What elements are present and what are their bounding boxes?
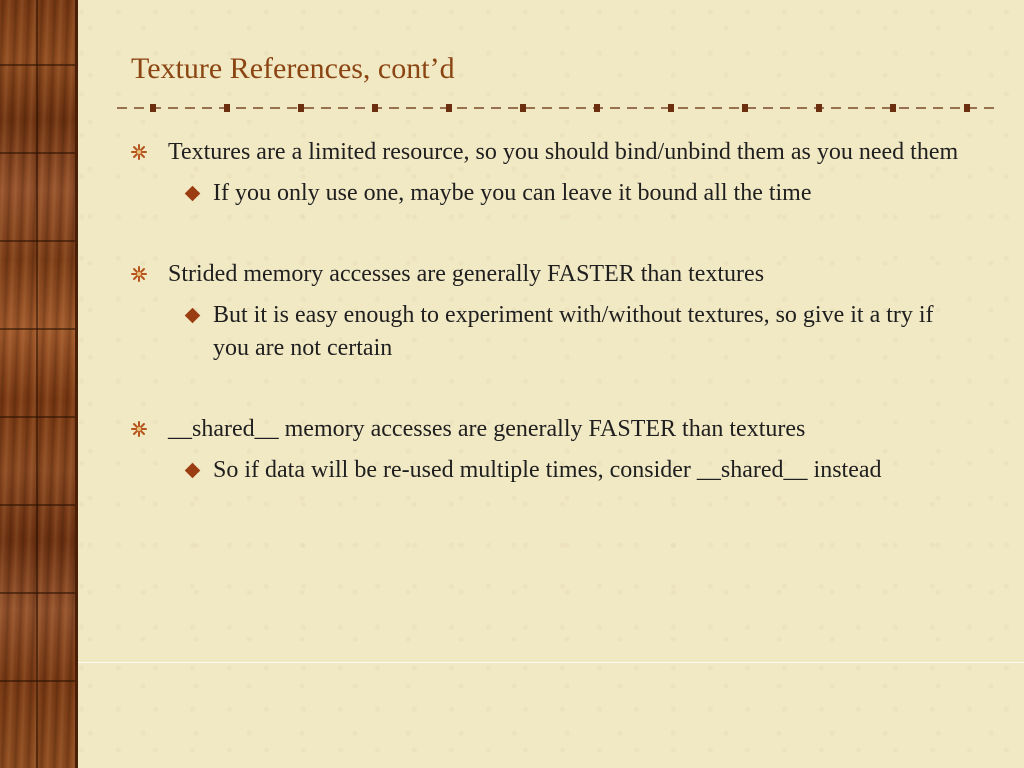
bullet-item — [131, 413, 991, 446]
divider-node — [298, 104, 304, 112]
divider-node — [890, 104, 896, 112]
diamond-bullet-icon — [185, 186, 201, 202]
sub-bullet-item — [168, 299, 973, 365]
star-bullet-icon — [131, 421, 147, 437]
footer-rule — [78, 662, 1024, 663]
divider-node — [816, 104, 822, 112]
divider-node — [372, 104, 378, 112]
bullet-text: Textures are a limited resource, so you should bind/unbind them as you need them — [168, 139, 959, 165]
bullet-text: Strided memory accesses are generally FASTER than textures — [168, 261, 765, 287]
divider-node — [742, 104, 748, 112]
star-bullet-icon — [131, 144, 147, 160]
wood-strip-decoration — [0, 0, 78, 768]
diamond-bullet-icon — [185, 308, 201, 324]
divider-node — [594, 104, 600, 112]
divider-node — [520, 104, 526, 112]
sub-bullet-text: But it is easy enough to experiment with/without textures, so give it a try if you are not certain — [213, 302, 934, 361]
title-divider — [117, 101, 995, 115]
sub-bullet-item — [168, 177, 973, 210]
bullet-item — [131, 258, 991, 291]
sub-bullet-text: So if data will be re-used multiple times, consider __shared__ instead — [213, 457, 882, 483]
divider-node — [446, 104, 452, 112]
sub-bullet-text: If you only use one, maybe you can leave it bound all the time — [213, 180, 812, 206]
divider-node — [224, 104, 230, 112]
sub-bullet-item — [168, 454, 973, 487]
divider-node — [150, 104, 156, 112]
divider-node — [964, 104, 970, 112]
slide-title: Texture References, cont’d — [131, 52, 455, 85]
bullet-item — [131, 136, 991, 169]
star-bullet-icon — [131, 266, 147, 282]
divider-node — [668, 104, 674, 112]
bullet-list — [131, 136, 991, 487]
diamond-bullet-icon — [185, 463, 201, 479]
bullet-text: __shared__ memory accesses are generally FASTER than textures — [168, 416, 806, 442]
